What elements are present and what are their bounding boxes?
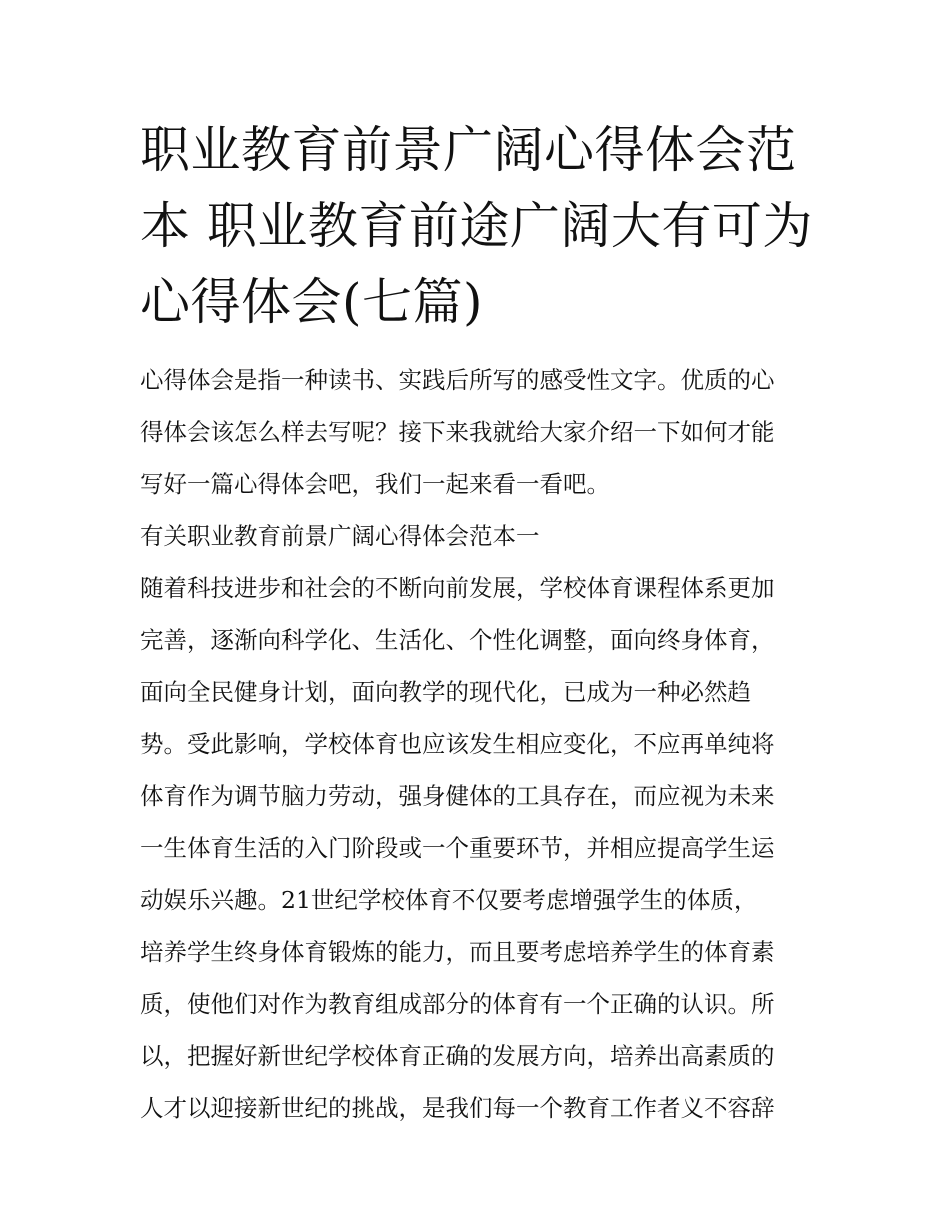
paragraph-line: 完善，逐渐向科学化、生活化、个性化调整，面向终身体育， [140, 626, 775, 654]
paragraph-line: 势。受此影响，学校体育也应该发生相应变化，不应再单纯将 [140, 730, 775, 758]
title-line: 心得体会(七篇) [140, 273, 484, 331]
paragraph-line: 以，把握好新世纪学校体育正确的发展方向，培养出高素质的 [140, 1042, 775, 1070]
intro-line: 得体会该怎么样去写呢？接下来我就给大家介绍一下如何才能 [140, 418, 775, 446]
paragraph-line: 培养学生终身体育锻炼的能力，而且要考虑培养学生的体育素 [140, 938, 775, 966]
title-line: 本 职业教育前途广阔大有可为 [140, 197, 813, 255]
intro-line: 写好一篇心得体会吧，我们一起来看一看吧。 [140, 470, 610, 498]
paragraph-line: 一生体育生活的入门阶段或一个重要环节，并相应提高学生运 [140, 834, 775, 862]
paragraph-line: 体育作为调节脑力劳动，强身健体的工具存在，而应视为未来 [140, 782, 775, 810]
document-body [140, 360, 820, 1140]
paragraph-line: 人才以迎接新世纪的挑战，是我们每一个教育工作者义不容辞 [140, 1094, 775, 1122]
paragraph-line: 动娱乐兴趣。21世纪学校体育不仅要考虑增强学生的体质， [140, 886, 758, 914]
paragraph-line: 随着科技进步和社会的不断向前发展，学校体育课程体系更加 [140, 574, 775, 602]
paragraph-line: 质，使他们对作为教育组成部分的体育有一个正确的认识。所 [140, 990, 775, 1018]
title-line: 职业教育前景广阔心得体会范 [140, 121, 797, 179]
document-title [140, 112, 820, 340]
section-heading: 有关职业教育前景广阔心得体会范本一 [140, 522, 540, 550]
paragraph-line: 面向全民健身计划，面向教学的现代化，已成为一种必然趋 [140, 678, 751, 706]
intro-line: 心得体会是指一种读书、实践后所写的感受性文字。优质的心 [140, 366, 775, 394]
